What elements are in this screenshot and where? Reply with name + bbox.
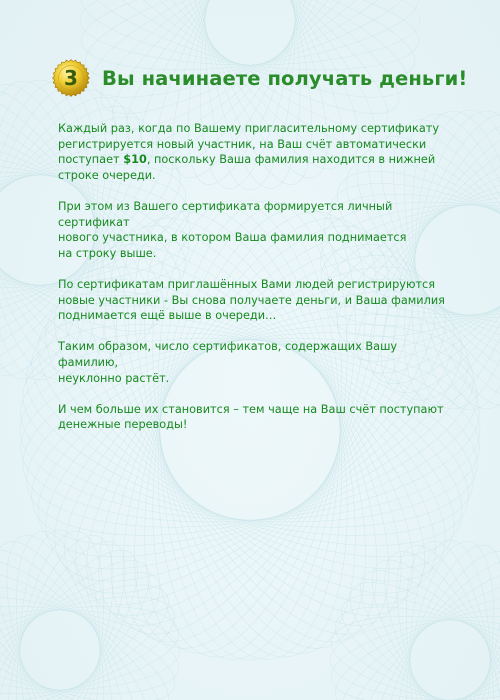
paragraph-2: При этом из Вашего сертификата формируется личный сертификат нового участника, в котором Ваша фамилия поднимается на строку выше. — [58, 199, 407, 260]
paragraph-1-text-start: Каждый раз, когда по Вашему пригласительному сертификату регистрируется новый участник, на Ваш счёт автоматически поступает — [58, 122, 440, 167]
paragraph-1-text-end: , поскольку Ваша фамилия находится в нижней строке очереди. — [58, 153, 436, 182]
payout-amount: $10 — [123, 153, 147, 167]
step-number: 3 — [64, 66, 78, 90]
paragraph-3: По сертификатам приглашённых Вами людей регистрируются новые участники - Вы снова получаете деньги, и Ваша фамилия поднимается ещё выше в очереди… — [58, 277, 445, 323]
paragraph-4: Таким образом, число сертификатов, содержащих Вашу фамилию, неуклонно растёт. — [58, 340, 398, 385]
paragraph-5: И чем больше их становится – тем чаще на Ваш счёт поступают денежные переводы! — [58, 402, 444, 432]
content-body — [58, 121, 458, 448]
step-badge — [52, 59, 90, 97]
section-header — [52, 58, 467, 98]
page-title: Вы начинаете получать деньги! — [102, 66, 468, 90]
paragraph-1 — [58, 121, 458, 183]
